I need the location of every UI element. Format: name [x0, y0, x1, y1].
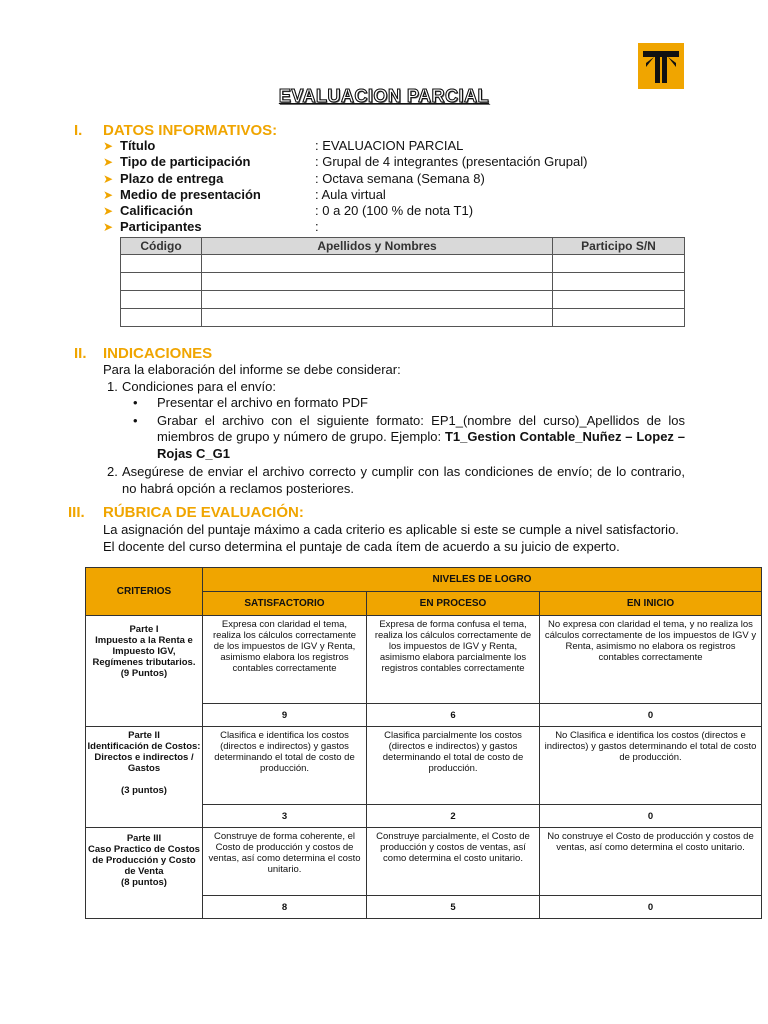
- list-item: 1. Condiciones para el envío:: [107, 378, 276, 394]
- desc-cell: Expresa con claridad el tema, realiza los cálculos correctamente de los impuestos de IGV y Renta, asimismo elabora los registros contables correctamente: [203, 616, 367, 704]
- list-item: 2. Asegúrese de enviar el archivo correcto y cumplir con las condiciones de envío; de lo contrario, no habrá opción a reclamos posteriores.: [107, 464, 685, 496]
- desc-cell: Clasifica parcialmente los costos (directos e indirectos) y gastos determinando el total de costo de producción.: [367, 727, 540, 805]
- desc-cell: No Clasifica e identifica los costos (directos e indirectos) y gastos determinando el total de costo de producción.: [540, 727, 762, 805]
- desc-cell: No expresa con claridad el tema, y no realiza los cálculos correctamente de los impuestos de IGV y Renta, asimismo no elabora os registros contables correctamente: [540, 616, 762, 704]
- page-title: EVALUACION PARCIAL: [278, 86, 490, 106]
- bullet-icon: •: [133, 412, 138, 428]
- score-cell: 8: [203, 896, 367, 919]
- score-cell: 5: [367, 896, 540, 919]
- score-cell: 0: [540, 805, 762, 828]
- arrow-bullet-icon: ➤: [103, 187, 114, 202]
- table-row: [121, 309, 685, 327]
- col-header-en-proceso: EN PROCESO: [367, 592, 540, 616]
- score-cell: 2: [367, 805, 540, 828]
- bullet-icon: •: [133, 395, 138, 410]
- score-cell: 0: [540, 704, 762, 727]
- indicaciones-body: [103, 362, 685, 497]
- desc-cell: Clasifica e identifica los costos (directos e indirectos) y gastos determinando el total de costo de producción.: [203, 727, 367, 805]
- criterion-parte-1: Parte I Impuesto a la Renta e Impuesto IGV, Regímenes tributarios. (9 Puntos): [86, 616, 203, 727]
- table-row: [86, 727, 762, 805]
- arrow-bullet-icon: ➤: [103, 155, 114, 170]
- col-header-en-inicio: EN INICIO: [540, 592, 762, 616]
- header-niveles-logro: NIVELES DE LOGRO: [203, 568, 762, 592]
- col-header-participo: Participo S/N: [553, 238, 685, 255]
- participants-table: [120, 237, 685, 327]
- list-item: • Grabar el archivo con el siguiente formato: EP1_(nombre del curso)_Apellidos de los miembros de grupo y número de grupo. Ejemplo: T1_Gestion Contable_Nuñez – Lopez – Rojas C_G1: [133, 412, 685, 461]
- table-row: [86, 616, 762, 704]
- score-cell: 9: [203, 704, 367, 727]
- arrow-bullet-icon: ➤: [103, 171, 114, 186]
- table-row: [86, 828, 762, 896]
- tt-logo-icon: [638, 43, 684, 89]
- col-header-criterios: CRITERIOS: [86, 568, 203, 616]
- table-row: [121, 291, 685, 309]
- criterion-parte-3: Parte III Caso Practico de Costos de Producción y Costo de Venta (8 puntos): [86, 828, 203, 919]
- rubrica-intro: La asignación del puntaje máximo a cada criterio es aplicable si este se cumple a nivel satisfactorio. El docente del curso determina el puntaje de cada ítem de acuerdo a su juicio de experto.: [103, 522, 679, 554]
- list-item: • Presentar el archivo en formato PDF: [133, 395, 368, 410]
- arrow-bullet-icon: ➤: [103, 139, 114, 153]
- desc-cell: No construye el Costo de producción y costos de ventas, así como determina el costo unitario.: [540, 828, 762, 896]
- desc-cell: Expresa de forma confusa el tema, realiza los cálculos correctamente de los impuestos de IGV y Renta, asimismo elabora parcialmente los registros contables correctamente: [367, 616, 540, 704]
- score-cell: 3: [203, 805, 367, 828]
- col-header-satisfactorio: SATISFACTORIO: [203, 592, 367, 616]
- arrow-bullet-icon: ➤: [103, 220, 114, 235]
- indicaciones-intro: Para la elaboración del informe se debe considerar:: [103, 362, 401, 377]
- desc-cell: Construye de forma coherente, el Costo de producción y costos de ventas, así como determina el costo unitario.: [203, 828, 367, 896]
- score-cell: 0: [540, 896, 762, 919]
- desc-cell: Construye parcialmente, el Costo de producción y costos de ventas, así como determina el costo unitario.: [367, 828, 540, 896]
- col-header-nombres: Apellidos y Nombres: [202, 238, 553, 255]
- arrow-bullet-icon: ➤: [103, 204, 114, 219]
- table-row: [121, 255, 685, 273]
- col-header-codigo: Código: [121, 238, 202, 255]
- score-cell: 6: [367, 704, 540, 727]
- table-row: [121, 273, 685, 291]
- criterion-parte-2: Parte II Identificación de Costos: Directos e indirectos / Gastos (3 puntos): [86, 727, 203, 828]
- rubric-table: [85, 567, 762, 919]
